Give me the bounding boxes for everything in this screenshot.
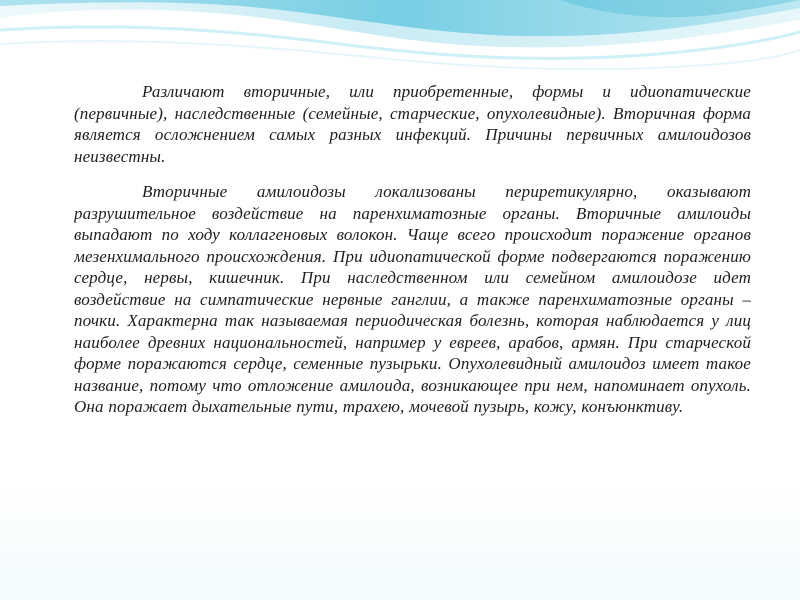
paragraph-secondary-amyloidosis: Вторичные амилоидозы локализованы периретикулярно, оказывают разрушительное воздействие на паренхиматозные органы. Вторичные амилоиды выпадают по ходу коллагеновых волокон. Чаще всего происходит поражение органов мезенхимального происхождения. При идиопатической форме подвергаются поражению сердце, нервы, кишечник. При наследственном или семейном амилоидозе идет воздействие на симпатические нервные ганглии, а также паренхиматозные органы – почки. Характерна так называемая периодическая болезнь, которая наблюдается у лиц наиболее древних национальностей, например у евреев, арабов, армян. При старческой форме поражаются сердце, семенные пузырьки. Опухолевидный амилоидоз имеет такое название, потому что отложение амилоида, возникающее при нем, напоминает опухоль. Она поражает дыхательные пути, трахею, мочевой пузырь, кожу, конъюнктиву. <box>74 182 751 416</box>
paragraph-forms: Различают вторичные, или приобретенные, формы и идиопатические (первичные), наследственные (семейные, старческие, опухолевидные). Вторичная форма является осложнением самых разных инфекций. Причины первичных амилоидозов неизвестны. <box>74 82 751 166</box>
slide-content <box>74 81 751 581</box>
wave-decoration <box>0 0 800 80</box>
